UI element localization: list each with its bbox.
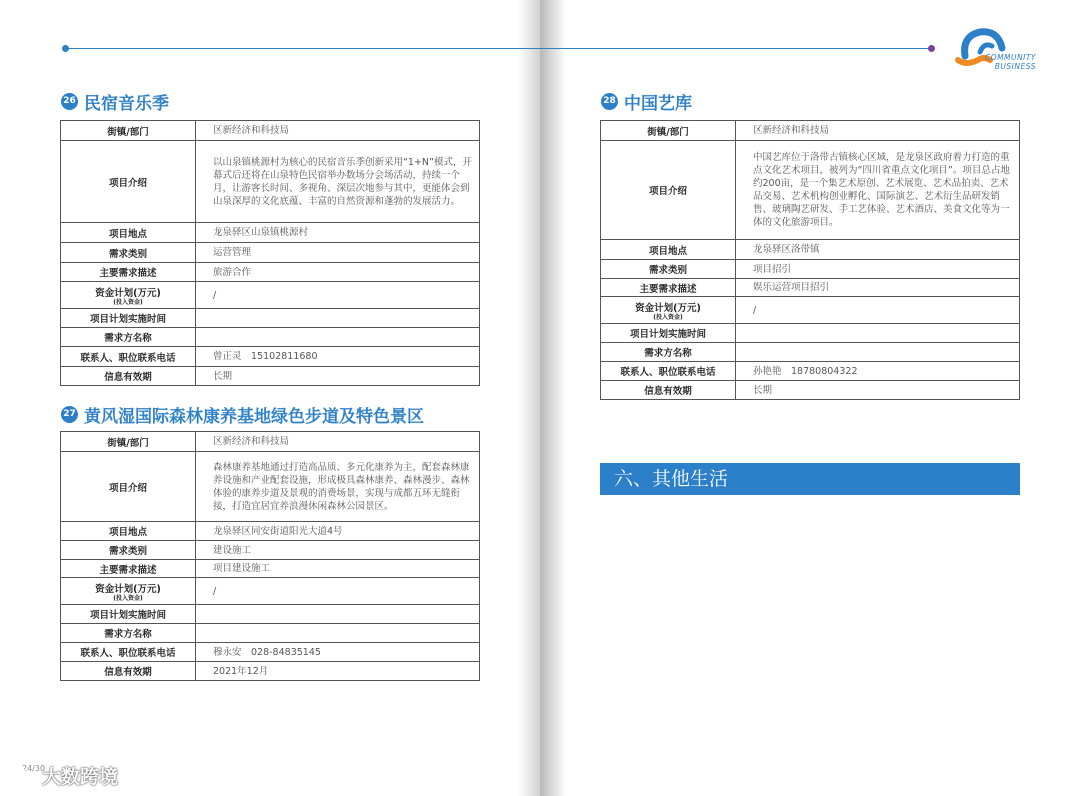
row-label: 联系人、职位联系电话 <box>601 362 736 381</box>
row-value: / <box>196 282 480 309</box>
row-label: 街镇/部门 <box>61 121 196 141</box>
header-rule <box>66 48 540 49</box>
table-row <box>61 560 480 578</box>
row-value: 森林康养基地通过打造高品质、多元化康养为主，配套森林康养设施和产业配套设施，形成极具森林康养、森林漫步、森林体验的康养步道及景观的消费场景，实现与成都五环无缝衔接，打造宜居宜养浪漫休闲森林公园景区。 <box>196 452 480 522</box>
table-row <box>601 240 1020 260</box>
table-row <box>61 223 480 243</box>
table-row <box>61 605 480 624</box>
section-heading-28 <box>601 89 692 114</box>
row-label: 街镇/部门 <box>61 432 196 452</box>
row-value: 长期 <box>736 381 1020 400</box>
table-row <box>601 141 1020 240</box>
row-label <box>601 297 736 324</box>
header-rule <box>540 48 930 49</box>
row-label-sub: (投入资金) <box>113 594 143 602</box>
row-label: 项目计划实施时间 <box>601 324 736 343</box>
row-value: 旅游合作 <box>196 263 480 282</box>
table-row <box>601 343 1020 362</box>
row-label: 需求方名称 <box>601 343 736 362</box>
row-value: 项目招引 <box>736 260 1020 279</box>
section-number-badge: 26 <box>61 93 78 110</box>
row-value <box>196 624 480 643</box>
table-row <box>61 243 480 263</box>
table-row <box>61 309 480 328</box>
row-label: 项目介绍 <box>61 452 196 522</box>
section-heading-27 <box>61 402 424 427</box>
table-row <box>601 381 1020 400</box>
row-label: 主要需求描述 <box>61 560 196 578</box>
table-row <box>61 282 480 309</box>
row-value <box>736 324 1020 343</box>
row-label: 主要需求描述 <box>601 279 736 297</box>
project-table-28 <box>600 120 1020 400</box>
row-label: 信息有效期 <box>61 662 196 681</box>
row-label <box>61 282 196 309</box>
table-row <box>61 367 480 386</box>
row-label: 主要需求描述 <box>61 263 196 282</box>
row-value: 项目建设施工 <box>196 560 480 578</box>
table-row <box>61 522 480 541</box>
table-row <box>601 121 1020 141</box>
row-value: 区新经济和科技局 <box>196 121 480 141</box>
section-number-badge: 27 <box>61 406 78 423</box>
row-value: 龙泉驿区同安街道阳光大道4号 <box>196 522 480 541</box>
row-value: 运营管理 <box>196 243 480 263</box>
row-label: 需求类别 <box>61 541 196 560</box>
right-page <box>540 0 1080 796</box>
row-label: 需求方名称 <box>61 624 196 643</box>
page-spine-shadow <box>540 0 566 796</box>
row-label: 项目介绍 <box>601 141 736 240</box>
row-label-main: 资金计划(万元) <box>95 287 161 299</box>
row-value: 区新经济和科技局 <box>736 121 1020 141</box>
row-value <box>196 328 480 347</box>
row-value: 建设施工 <box>196 541 480 560</box>
row-label: 项目地点 <box>601 240 736 260</box>
table-row <box>601 260 1020 279</box>
section-number-badge: 28 <box>601 93 618 110</box>
community-business-logo <box>932 22 1036 72</box>
row-value: 区新经济和科技局 <box>196 432 480 452</box>
row-value: 龙泉驿区山泉镇桃源村 <box>196 223 480 243</box>
table-row <box>61 452 480 522</box>
row-label: 项目介绍 <box>61 141 196 223</box>
logo-text-line1: COMMUNITY <box>984 53 1036 62</box>
table-row <box>61 643 480 662</box>
table-row <box>61 624 480 643</box>
project-table-26 <box>60 120 480 386</box>
row-value: / <box>196 578 480 605</box>
row-label: 需求类别 <box>601 260 736 279</box>
table-row <box>601 324 1020 343</box>
row-label: 项目计划实施时间 <box>61 309 196 328</box>
table-row <box>61 121 480 141</box>
row-value: 龙泉驿区洛带镇 <box>736 240 1020 260</box>
row-label: 信息有效期 <box>61 367 196 386</box>
watermark <box>8 762 118 789</box>
row-value: 中国艺库位于洛带古镇核心区域，是龙泉区政府着力打造的重点文化艺术项目，被列为“四川省重点文化项目”。项目总占地约200亩，是一个集艺术原创、艺术展览、艺术品拍卖、艺术品交易、艺术机构创业孵化、国际演艺、艺术衍生品研发销售、玻璃陶艺研发、手工艺体验、艺术酒店、美食文化等为一体的文化旅游项目。 <box>736 141 1020 240</box>
row-value <box>196 605 480 624</box>
row-label: 需求方名称 <box>61 328 196 347</box>
row-label: 街镇/部门 <box>601 121 736 141</box>
table-row <box>601 279 1020 297</box>
row-value: 曾正灵 15102811680 <box>196 347 480 367</box>
table-row <box>601 297 1020 324</box>
table-row <box>601 362 1020 381</box>
table-row <box>61 578 480 605</box>
row-label: 联系人、职位联系电话 <box>61 643 196 662</box>
table-row <box>61 141 480 223</box>
page-number: 24/30 <box>22 764 46 773</box>
row-label: 项目计划实施时间 <box>61 605 196 624</box>
row-label: 联系人、职位联系电话 <box>61 347 196 367</box>
table-row <box>61 347 480 367</box>
watermark-text: 大数跨境 <box>42 766 119 788</box>
row-label: 项目地点 <box>61 223 196 243</box>
row-value: 孙艳艳 18780804322 <box>736 362 1020 381</box>
section-title: 中国艺库 <box>624 94 692 114</box>
row-label <box>61 578 196 605</box>
section-title: 民宿音乐季 <box>84 94 169 114</box>
row-label-sub: (投入资金) <box>653 313 683 321</box>
project-table-27 <box>60 431 480 681</box>
row-value <box>736 343 1020 362</box>
row-value: 以山泉镇桃源村为核心的民宿音乐季创新采用“1+N”模式，开幕式后还将在山泉特色民宿举办数场分会场活动，持续一个月，让游客长时间、多视角、深层次地参与其中，更能体会到山泉深厚的文化底蕴、丰富的自然资源和蓬勃的发展活力。 <box>196 141 480 223</box>
row-label: 需求类别 <box>61 243 196 263</box>
table-row <box>61 263 480 282</box>
page-spine-shadow <box>518 0 540 796</box>
table-row <box>61 541 480 560</box>
chapter-title-bar: 六、其他生活 <box>600 463 1020 495</box>
row-label: 项目地点 <box>61 522 196 541</box>
row-value: 2021年12月 <box>196 662 480 681</box>
row-value: 娱乐运营项目招引 <box>736 279 1020 297</box>
table-row <box>61 328 480 347</box>
row-value: 长期 <box>196 367 480 386</box>
table-row <box>61 432 480 452</box>
section-title: 黄风湿国际森林康养基地绿色步道及特色景区 <box>84 407 424 427</box>
row-value: / <box>736 297 1020 324</box>
section-heading-26 <box>61 89 169 114</box>
row-value: 穆永安 028-84835145 <box>196 643 480 662</box>
watermark-logo-icon <box>8 765 34 787</box>
row-value <box>196 309 480 328</box>
table-row <box>61 662 480 681</box>
row-label: 信息有效期 <box>601 381 736 400</box>
row-label-main: 资金计划(万元) <box>95 583 161 595</box>
row-label-main: 资金计划(万元) <box>635 302 701 314</box>
logo-text-line2: BUSINESS <box>994 62 1036 71</box>
row-label-sub: (投入资金) <box>113 298 143 306</box>
